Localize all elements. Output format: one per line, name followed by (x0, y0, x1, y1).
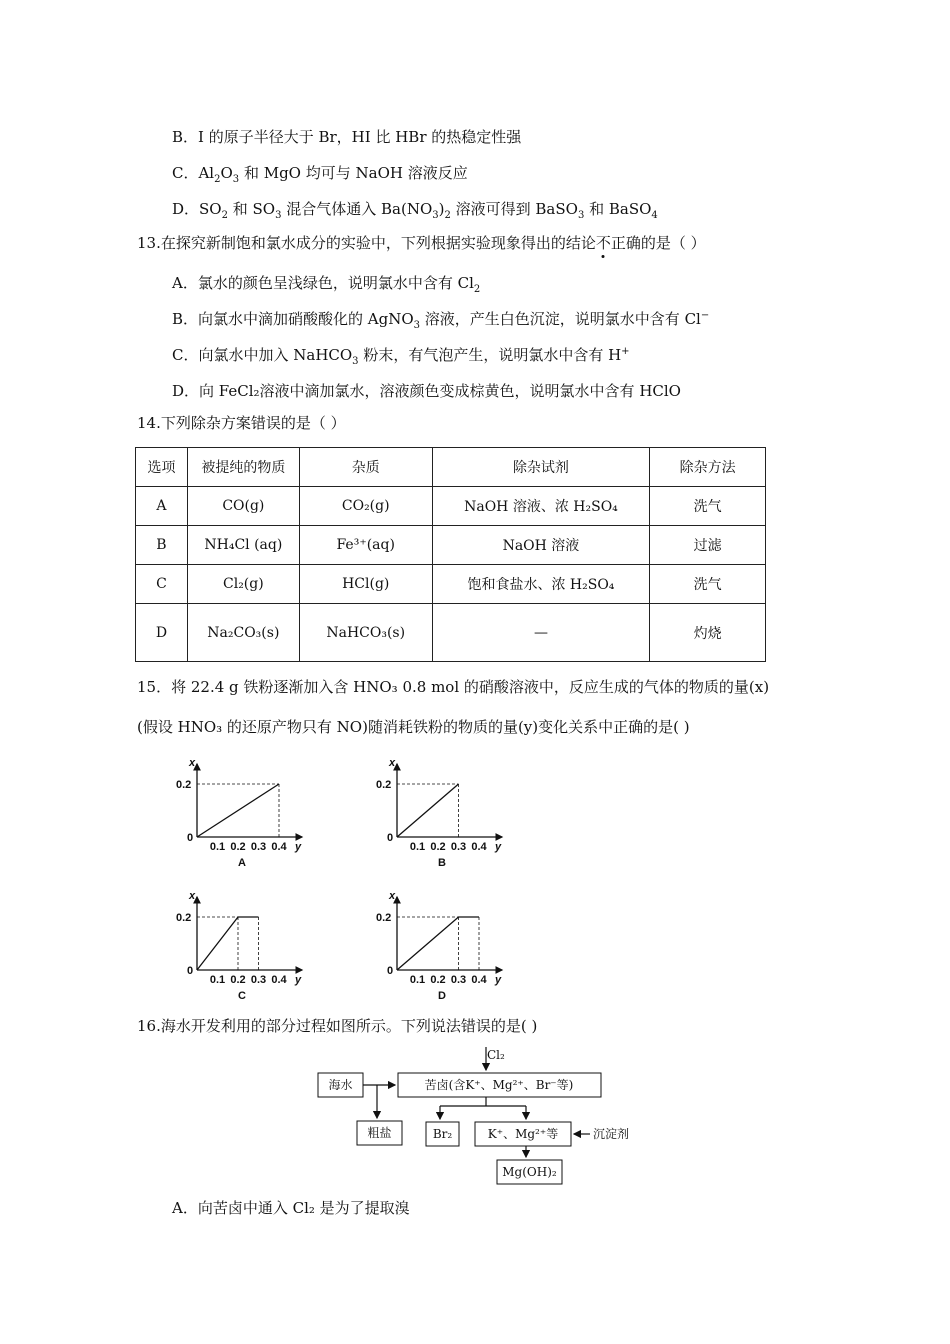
x-axis-label: x (189, 890, 196, 902)
y-axis-label: y (495, 841, 502, 853)
table-header: 杂质 (299, 448, 432, 487)
table-cell: 洗气 (650, 565, 766, 604)
table-cell: 饱和食盐水、浓 H₂SO₄ (432, 565, 650, 604)
purification-table (135, 447, 766, 662)
table-cell: HCl(g) (299, 565, 432, 604)
q15-line-1: 15．将 22.4 g 铁粉逐渐加入含 HNO₃ 0.8 mol 的硝酸溶液中，反应生成的气体的物质的量(x) (137, 678, 770, 696)
table-cell: C (136, 565, 188, 604)
graph-a (170, 752, 320, 877)
table-header-row (136, 448, 766, 487)
table-cell: NaHCO₃(s) (299, 604, 432, 662)
table-cell: 灼烧 (650, 604, 766, 662)
table-cell: CO₂(g) (299, 487, 432, 526)
y-tick-label: 0.3 (250, 974, 267, 986)
cl2-label: Cl₂ (487, 1048, 505, 1062)
graph-d (370, 885, 520, 1010)
x-tick-label: 0.2 (176, 912, 192, 924)
q13-option-a: A．氯水的颜色呈浅绿色，说明氯水中含有 $Cl_2$ (172, 274, 481, 295)
table-header: 除杂方法 (650, 448, 766, 487)
y-tick-label: 0.2 (230, 974, 246, 986)
seawater-flowchart (315, 1043, 645, 1188)
x-axis-label: x (189, 757, 196, 769)
table-cell: D (136, 604, 188, 662)
y-tick-label: 0.2 (230, 841, 246, 853)
table-cell: A (136, 487, 188, 526)
x-tick-label: 0.2 (176, 779, 192, 791)
x-tick-label: 0.2 (376, 912, 392, 924)
y-axis-label: y (295, 841, 302, 853)
x-tick-label: 0.2 (376, 779, 392, 791)
graph-label: D (438, 990, 446, 1002)
bittern-label: 苦卤(含K⁺、Mg²⁺、Br⁻等) (424, 1078, 574, 1092)
q12-option-b: B．I 的原子半径大于 Br，HI 比 HBr 的热稳定性强 (172, 128, 522, 146)
data-line (197, 917, 259, 970)
table-cell: 过滤 (650, 526, 766, 565)
table-cell: Fe³⁺(aq) (299, 526, 432, 565)
q13-option-b: B．向氯水中滴加硝酸酸化的 AgNO$_3$ 溶液，产生白色沉淀，说明氯水中含有 Cl− (172, 310, 710, 331)
origin-label: 0 (387, 965, 394, 977)
k-mg-label: K⁺、Mg²⁺等 (487, 1127, 559, 1141)
table-header: 除杂试剂 (432, 448, 650, 487)
table-row (136, 487, 766, 526)
table-cell: NaOH 溶液、浓 H₂SO₄ (432, 487, 650, 526)
y-tick-label: 0.4 (271, 974, 287, 986)
table-cell: Cl₂(g) (187, 565, 299, 604)
q13-option-c: C．向氯水中加入 NaHCO$_3$ 粉末，有气泡产生，说明氯水中含有 H+ (172, 346, 630, 367)
y-tick-label: 0.1 (209, 974, 226, 986)
table-row (136, 565, 766, 604)
table-row (136, 604, 766, 662)
x-axis-label: x (389, 890, 396, 902)
y-tick-label: 0.1 (409, 841, 426, 853)
br2-label: Br₂ (432, 1127, 453, 1141)
data-line (397, 917, 479, 970)
y-tick-label: 0.3 (450, 974, 467, 986)
y-tick-label: 0.2 (430, 974, 446, 986)
table-row (136, 526, 766, 565)
q12-option-d: D．$SO_2$ 和 $SO_3$ 混合气体通入 $Ba(NO_3)_2$ 溶液可得到 BaSO$_3$ 和 BaSO$_4$ (172, 200, 658, 221)
table-header: 被提纯的物质 (187, 448, 299, 487)
mgoh2-label: Mg(OH)₂ (502, 1165, 557, 1179)
table-header: 选项 (136, 448, 188, 487)
y-tick-label: 0.1 (409, 974, 426, 986)
table-cell: Na₂CO₃(s) (187, 604, 299, 662)
q13-stem: 13.在探究新制饱和氯水成分的实验中，下列根据实验现象得出的结论不正确的是（ ） (137, 234, 706, 252)
y-tick-label: 0.3 (450, 841, 467, 853)
table-cell: CO(g) (187, 487, 299, 526)
table-cell: 洗气 (650, 487, 766, 526)
crude-salt-label: 粗盐 (367, 1126, 392, 1140)
table-cell: — (432, 604, 650, 662)
table-cell: B (136, 526, 188, 565)
y-axis-label: y (295, 974, 302, 986)
origin-label: 0 (187, 965, 194, 977)
graph-c (170, 885, 320, 1010)
table-cell: NaOH 溶液 (432, 526, 650, 565)
q16-stem: 16.海水开发利用的部分过程如图所示。下列说法错误的是( ) (137, 1017, 538, 1035)
q16-option-a: A．向苦卤中通入 Cl₂ 是为了提取溴 (172, 1199, 410, 1217)
y-tick-label: 0.1 (209, 841, 226, 853)
y-tick-label: 0.4 (271, 841, 287, 853)
origin-label: 0 (187, 832, 194, 844)
y-tick-label: 0.2 (430, 841, 446, 853)
seawater-label: 海水 (328, 1078, 353, 1092)
data-line (197, 784, 279, 837)
y-axis-label: y (495, 974, 502, 986)
precipitant-label: 沉淀剂 (593, 1127, 630, 1141)
q15-line-2: (假设 HNO₃ 的还原产物只有 NO)随消耗铁粉的物质的量(y)变化关系中正确的是( ) (137, 718, 690, 736)
y-tick-label: 0.3 (250, 841, 267, 853)
y-tick-label: 0.4 (471, 974, 487, 986)
q12-option-c: C．$Al_2O_3$ 和 MgO 均可与 NaOH 溶液反应 (172, 164, 468, 185)
table-cell: NH₄Cl (aq) (187, 526, 299, 565)
graph-b (370, 752, 520, 877)
graph-label: B (438, 857, 446, 869)
graph-label: C (238, 990, 246, 1002)
x-axis-label: x (389, 757, 396, 769)
emphasis-dot: 不 (595, 234, 611, 252)
q14-stem: 14.下列除杂方案错误的是（ ） (137, 414, 346, 432)
y-tick-label: 0.4 (471, 841, 487, 853)
data-line (397, 784, 459, 837)
origin-label: 0 (387, 832, 394, 844)
q13-option-d: D．向 FeCl₂溶液中滴加氯水，溶液颜色变成棕黄色，说明氯水中含有 HClO (172, 382, 681, 400)
graph-label: A (238, 857, 246, 869)
